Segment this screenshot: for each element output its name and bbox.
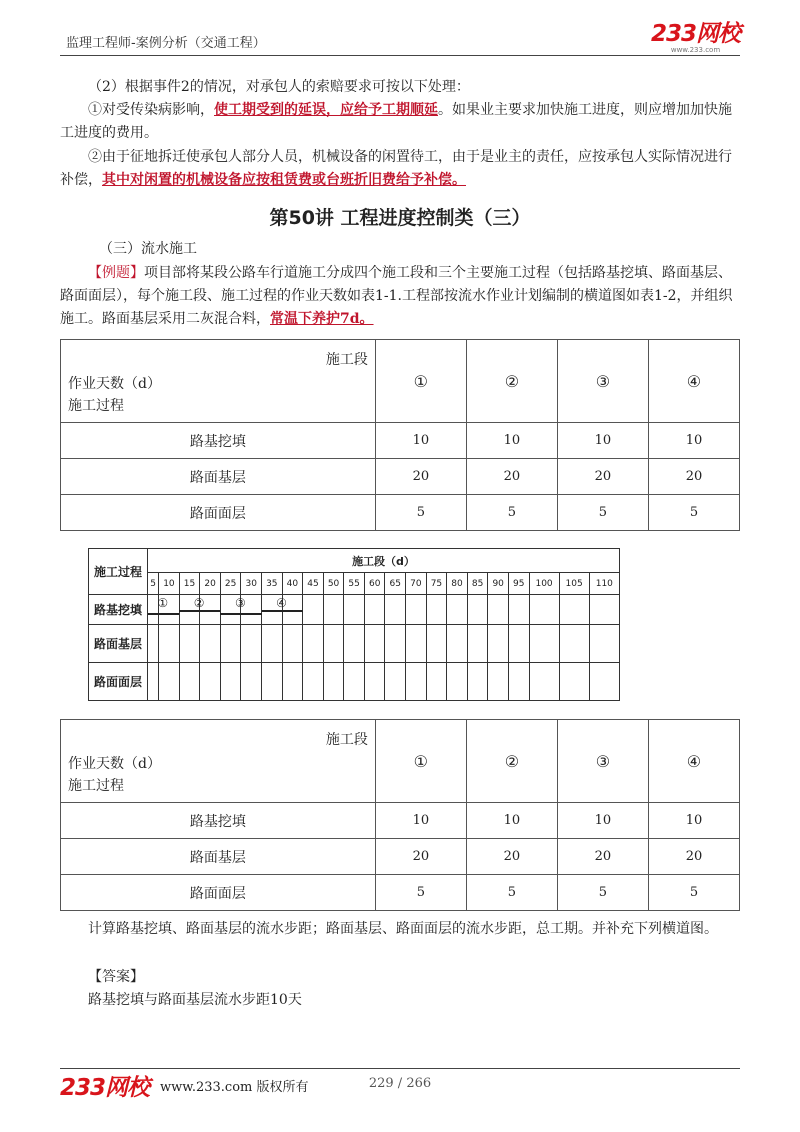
gantt-cell bbox=[220, 625, 241, 663]
process-name: 路面面层 bbox=[61, 875, 376, 911]
corner-days-label: 作业天数（d） bbox=[68, 376, 161, 392]
gantt-cell bbox=[220, 663, 241, 701]
gantt-cell bbox=[344, 625, 365, 663]
table-row bbox=[61, 803, 740, 839]
document-title: 监理工程师-案例分析（交通工程） bbox=[66, 36, 266, 51]
corner-section-label: 施工段 bbox=[325, 732, 368, 748]
claim-2-text-a: ②由于征地拆迁使承包人部分人员，机械设备的闲置待工，由于是业主的责任，应按承包人实际情况进行补偿， bbox=[60, 149, 732, 188]
gantt-cell bbox=[529, 625, 559, 663]
gantt-cell bbox=[364, 663, 385, 701]
gantt-day-header: 45 bbox=[303, 573, 324, 595]
gantt-cell bbox=[148, 625, 159, 663]
gantt-cell bbox=[303, 595, 324, 625]
gantt-day-header: 35 bbox=[262, 573, 283, 595]
gantt-day-header: 75 bbox=[426, 573, 447, 595]
gantt-cell bbox=[323, 625, 344, 663]
gantt-bar-label: ④ bbox=[276, 595, 287, 610]
gantt-cell bbox=[488, 595, 509, 625]
table-corner-cell bbox=[61, 340, 376, 423]
table-row bbox=[61, 495, 740, 531]
table-cell: 10 bbox=[557, 803, 648, 839]
process-name: 路面基层 bbox=[61, 459, 376, 495]
gantt-cell bbox=[323, 663, 344, 701]
table-cell: 5 bbox=[648, 875, 739, 911]
table-cell: 5 bbox=[466, 875, 557, 911]
table-cell: 20 bbox=[648, 459, 739, 495]
gantt-cell bbox=[447, 663, 468, 701]
gantt-cell bbox=[426, 625, 447, 663]
brand-logo bbox=[651, 22, 740, 54]
gantt-cell bbox=[467, 663, 488, 701]
gantt-cell bbox=[529, 663, 559, 701]
gantt-bar bbox=[262, 610, 303, 612]
table-cell: 20 bbox=[466, 839, 557, 875]
table-cell: 20 bbox=[557, 839, 648, 875]
process-name: 路面基层 bbox=[61, 839, 376, 875]
gantt-cell bbox=[467, 595, 488, 625]
gantt-day-header: 55 bbox=[344, 573, 365, 595]
table-cell: 10 bbox=[466, 803, 557, 839]
gantt-day-header: 50 bbox=[323, 573, 344, 595]
page-header bbox=[60, 21, 740, 58]
gantt-cell bbox=[282, 663, 303, 701]
footer-logo: 233网校 bbox=[60, 1075, 150, 1101]
gantt-day-header: 110 bbox=[589, 573, 619, 595]
gantt-day-header: 25 bbox=[220, 573, 241, 595]
gantt-cell bbox=[241, 625, 262, 663]
gantt-day-header: 5 bbox=[148, 573, 159, 595]
gantt-day-header: 80 bbox=[447, 573, 468, 595]
process-name: 路基挖填 bbox=[61, 803, 376, 839]
table-row bbox=[61, 459, 740, 495]
corner-process-label: 施工过程 bbox=[68, 778, 124, 794]
gantt-cell bbox=[179, 663, 200, 701]
gantt-cell bbox=[159, 625, 180, 663]
example-tag: 【例题】 bbox=[88, 265, 144, 281]
table-cell: 20 bbox=[375, 459, 466, 495]
header-divider bbox=[60, 55, 740, 56]
gantt-cell bbox=[159, 663, 180, 701]
claim-1-text-a: ①对受传染病影响， bbox=[88, 102, 214, 118]
table-cell: 10 bbox=[648, 803, 739, 839]
section-header-2: ② bbox=[466, 720, 557, 803]
gantt-cell bbox=[589, 595, 619, 625]
section-header-4: ④ bbox=[648, 720, 739, 803]
gantt-day-header: 20 bbox=[200, 573, 221, 595]
paragraph-claim-item-1 bbox=[60, 99, 740, 145]
table-cell: 10 bbox=[375, 423, 466, 459]
gantt-cell bbox=[344, 595, 365, 625]
table-header-row bbox=[61, 720, 740, 803]
gantt-day-header: 95 bbox=[508, 573, 529, 595]
gantt-cell bbox=[148, 663, 159, 701]
gantt-cell bbox=[200, 663, 221, 701]
gantt-cell bbox=[426, 595, 447, 625]
gantt-cell bbox=[385, 663, 406, 701]
paragraph-claim-item-2 bbox=[60, 146, 740, 192]
claim-2-highlight: 其中对闲置的机械设备应按租赁费或台班折旧费给予补偿。 bbox=[102, 172, 466, 188]
section-header-1: ① bbox=[375, 340, 466, 423]
gantt-day-header: 105 bbox=[559, 573, 589, 595]
corner-section-label: 施工段 bbox=[325, 352, 368, 368]
section-header-2: ② bbox=[466, 340, 557, 423]
gantt-row-label: 路面面层 bbox=[89, 663, 148, 701]
paragraph-claim-intro: （2）根据事件2的情况，对承包人的索赔要求可按以下处理： bbox=[88, 79, 470, 95]
gantt-day-header: 100 bbox=[529, 573, 559, 595]
table-cell: 5 bbox=[466, 495, 557, 531]
table-row bbox=[61, 423, 740, 459]
table-cell: 20 bbox=[557, 459, 648, 495]
gantt-cell bbox=[559, 625, 589, 663]
gantt-cell bbox=[447, 595, 468, 625]
logo-brand-text: 233网校 bbox=[650, 21, 740, 47]
gantt-cell bbox=[406, 595, 427, 625]
table-header-row bbox=[61, 340, 740, 423]
gantt-day-header: 40 bbox=[282, 573, 303, 595]
table-cell: 20 bbox=[648, 839, 739, 875]
table-row bbox=[61, 839, 740, 875]
gantt-cell bbox=[488, 625, 509, 663]
gantt-bar bbox=[220, 613, 261, 615]
gantt-days-header: 施工段（d） bbox=[148, 549, 620, 573]
gantt-bar-label: ① bbox=[157, 595, 169, 610]
gantt-cell bbox=[559, 595, 589, 625]
gantt-bar-label: ② bbox=[193, 595, 205, 610]
gantt-row-label: 路基挖填 bbox=[89, 595, 148, 625]
gantt-cell bbox=[241, 663, 262, 701]
gantt-cell bbox=[282, 625, 303, 663]
footer-divider bbox=[60, 1068, 740, 1069]
gantt-bar bbox=[179, 610, 220, 612]
section-header-3: ③ bbox=[557, 720, 648, 803]
gantt-process-header: 施工过程 bbox=[89, 549, 148, 595]
gantt-bar bbox=[148, 613, 180, 615]
table-cell: 5 bbox=[557, 875, 648, 911]
gantt-cell bbox=[200, 625, 221, 663]
gantt-cell bbox=[559, 663, 589, 701]
gantt-cell bbox=[303, 663, 324, 701]
gantt-chart bbox=[88, 548, 620, 701]
gantt-cell bbox=[447, 625, 468, 663]
table-cell: 20 bbox=[466, 459, 557, 495]
gantt-day-header: 70 bbox=[406, 573, 427, 595]
corner-days-label: 作业天数（d） bbox=[68, 756, 161, 772]
example-paragraph bbox=[60, 262, 740, 331]
logo-site-text: www.233.com bbox=[670, 46, 721, 54]
table-cell: 20 bbox=[375, 839, 466, 875]
gantt-cell bbox=[385, 595, 406, 625]
gantt-cell bbox=[344, 663, 365, 701]
footer-copyright: www.233.com 版权所有 bbox=[160, 1080, 309, 1095]
table-cell: 5 bbox=[557, 495, 648, 531]
question-paragraph: 计算路基挖填、路面基层的流水步距；路面基层、路面面层的流水步距，总工期。并补充下列横道图。 bbox=[88, 921, 718, 937]
section-header-4: ④ bbox=[648, 340, 739, 423]
gantt-cell bbox=[589, 663, 619, 701]
gantt-day-header: 15 bbox=[179, 573, 200, 595]
table-cell: 5 bbox=[375, 875, 466, 911]
gantt-cell bbox=[179, 625, 200, 663]
work-days-table-repeat bbox=[60, 719, 740, 911]
gantt-cell bbox=[406, 663, 427, 701]
answer-label: 【答案】 bbox=[88, 969, 144, 985]
section-header-3: ③ bbox=[557, 340, 648, 423]
page-number: 229 / 266 bbox=[368, 1076, 432, 1091]
gantt-cell bbox=[488, 663, 509, 701]
gantt-day-header: 85 bbox=[467, 573, 488, 595]
gantt-cell bbox=[323, 595, 344, 625]
gantt-cell bbox=[426, 663, 447, 701]
table-row bbox=[61, 875, 740, 911]
gantt-cell bbox=[589, 625, 619, 663]
gantt-day-header: 10 bbox=[159, 573, 180, 595]
table-cell: 10 bbox=[648, 423, 739, 459]
table-cell: 10 bbox=[557, 423, 648, 459]
claim-1-text-b: 。如果业主要求加快施工进度，则应增加加快施工进度的费用。 bbox=[60, 102, 732, 141]
gantt-day-header: 60 bbox=[364, 573, 385, 595]
gantt-cell bbox=[508, 663, 529, 701]
process-name: 路基挖填 bbox=[61, 423, 376, 459]
table-corner-cell bbox=[61, 720, 376, 803]
gantt-cell bbox=[508, 595, 529, 625]
gantt-row-label: 路面基层 bbox=[89, 625, 148, 663]
gantt-cell bbox=[262, 625, 283, 663]
claim-1-highlight: 使工期受到的延误，应给予工期顺延 bbox=[214, 102, 438, 118]
work-days-table bbox=[60, 339, 740, 531]
example-text: 项目部将某段公路车行道施工分成四个施工段和三个主要施工过程（包括路基挖填、路面基层、路面面层），每个施工段、施工过程的作业天数如表1-1.工程部按流水作业计划编制的横道图如表1-2，并组织施工。路面基层采用二灰混合料， bbox=[60, 265, 733, 327]
gantt-day-header: 90 bbox=[488, 573, 509, 595]
gantt-bar-label: ③ bbox=[234, 595, 246, 610]
gantt-cell bbox=[467, 625, 488, 663]
section-header-1: ① bbox=[375, 720, 466, 803]
table-cell: 5 bbox=[648, 495, 739, 531]
gantt-cell bbox=[508, 625, 529, 663]
gantt-cell bbox=[303, 625, 324, 663]
answer-text: 路基挖填与路面基层流水步距10天 bbox=[88, 992, 302, 1008]
section-subheading: （三）流水施工 bbox=[99, 241, 197, 257]
gantt-day-header: 30 bbox=[241, 573, 262, 595]
gantt-cell bbox=[529, 595, 559, 625]
gantt-day-header: 65 bbox=[385, 573, 406, 595]
gantt-cell bbox=[385, 625, 406, 663]
process-name: 路面面层 bbox=[61, 495, 376, 531]
gantt-cell bbox=[364, 595, 385, 625]
table-cell: 10 bbox=[375, 803, 466, 839]
lecture-heading: 第50讲 工程进度控制类（三） bbox=[269, 207, 531, 229]
gantt-cell bbox=[364, 625, 385, 663]
table-cell: 10 bbox=[466, 423, 557, 459]
gantt-cell bbox=[262, 663, 283, 701]
corner-process-label: 施工过程 bbox=[68, 398, 124, 414]
table-cell: 5 bbox=[375, 495, 466, 531]
example-highlight: 常温下养护7d。 bbox=[270, 311, 374, 327]
gantt-cell bbox=[406, 625, 427, 663]
